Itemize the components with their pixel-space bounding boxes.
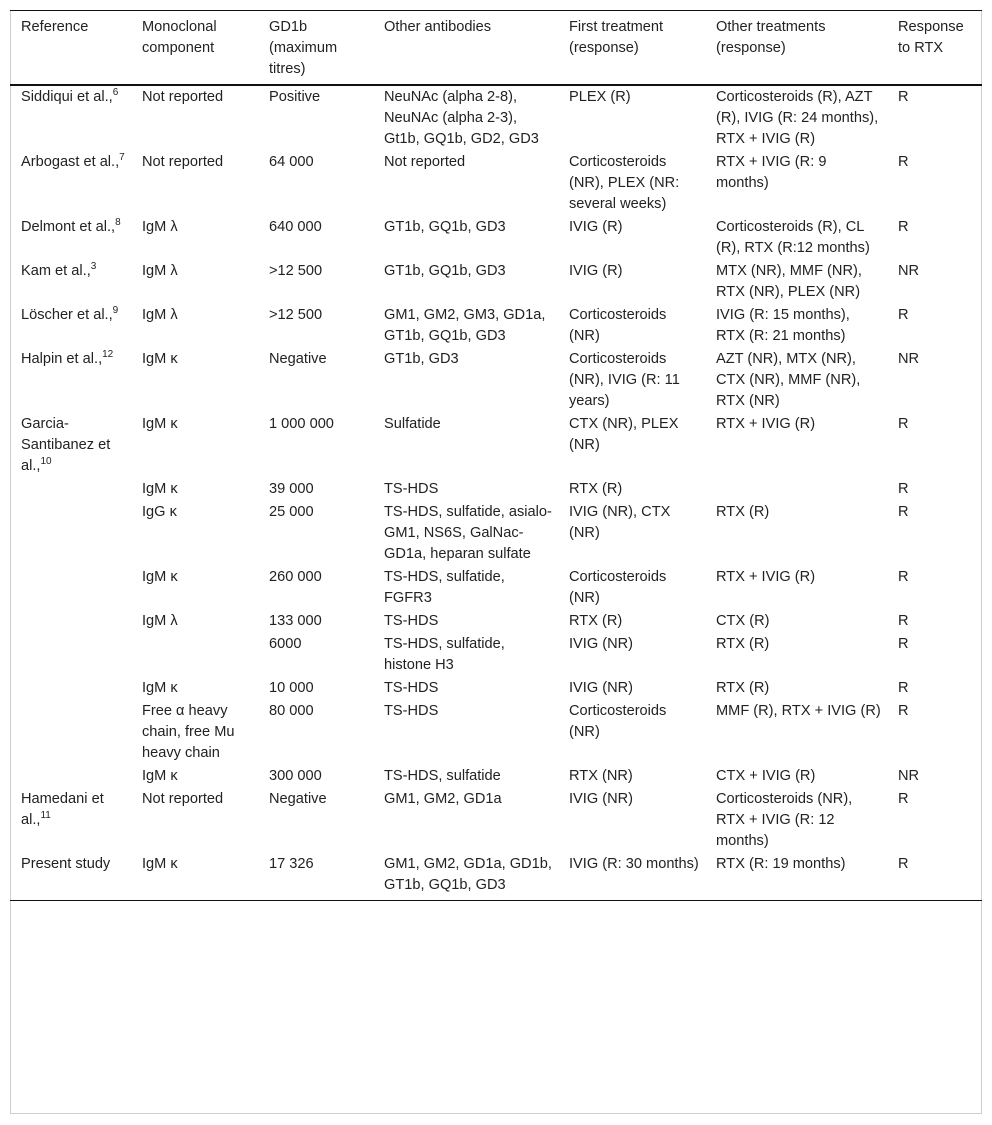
- cell-first-treatment: [558, 610, 705, 633]
- cell-gd1b-titre-text: 300 000: [269, 768, 322, 784]
- cell-other-antibodies-text: GM1, GM2, GD1a, GD1b, GT1b, GQ1b, GD3: [384, 856, 552, 893]
- cell-response-to-rtx-text: R: [898, 703, 909, 719]
- cell-other-treatments: [705, 216, 887, 260]
- cell-monoclonal-component-text: IgM κ: [142, 569, 178, 585]
- cell-reference: [10, 633, 131, 677]
- cell-gd1b-titre: [258, 700, 373, 765]
- cell-reference: [10, 216, 131, 260]
- cell-response-to-rtx: [887, 478, 982, 501]
- cell-reference: [10, 304, 131, 348]
- cell-response-to-rtx-text: R: [898, 307, 909, 323]
- cell-response-to-rtx-text: R: [898, 504, 909, 520]
- cell-response-to-rtx-text: R: [898, 481, 909, 497]
- cell-first-treatment-text: RTX (R): [569, 613, 623, 629]
- cell-monoclonal-component: [131, 304, 258, 348]
- cell-other-antibodies-text: TS-HDS, sulfatide, histone H3: [384, 636, 505, 673]
- cell-gd1b-titre: [258, 413, 373, 478]
- cell-monoclonal-component-text: Not reported: [142, 154, 224, 170]
- cell-response-to-rtx-text: R: [898, 89, 909, 105]
- cell-first-treatment-text: IVIG (R): [569, 219, 623, 235]
- cell-other-treatments: [705, 853, 887, 901]
- cell-monoclonal-component: [131, 677, 258, 700]
- cell-response-to-rtx: [887, 677, 982, 700]
- cell-response-to-rtx: [887, 788, 982, 853]
- cell-first-treatment: [558, 765, 705, 788]
- citation-number: 12: [102, 349, 114, 361]
- cell-monoclonal-component: [131, 566, 258, 610]
- cell-gd1b-titre: [258, 260, 373, 304]
- cell-first-treatment-text: IVIG (NR), CTX (NR): [569, 504, 671, 541]
- cell-monoclonal-component: [131, 610, 258, 633]
- cell-monoclonal-component-text: IgM κ: [142, 481, 178, 497]
- cell-first-treatment-text: Corticosteroids (NR): [569, 569, 667, 606]
- cell-gd1b-titre-text: 17 326: [269, 856, 314, 872]
- cell-response-to-rtx: [887, 216, 982, 260]
- header-reference: Reference: [10, 11, 131, 86]
- table-row: [10, 700, 982, 765]
- cell-response-to-rtx-text: NR: [898, 768, 920, 784]
- cell-response-to-rtx: [887, 413, 982, 478]
- cell-monoclonal-component: [131, 633, 258, 677]
- cell-other-antibodies-text: TS-HDS, sulfatide, asialo-GM1, NS6S, GalNac-GD1a, heparan sulfate: [384, 504, 552, 562]
- cell-other-treatments-text: RTX + IVIG (R): [716, 416, 816, 432]
- cell-other-treatments: [705, 700, 887, 765]
- cell-other-treatments-text: AZT (NR), MTX (NR), CTX (NR), MMF (NR), RTX (NR): [716, 351, 861, 409]
- cell-first-treatment-text: Corticosteroids (NR): [569, 307, 667, 344]
- cell-gd1b-titre: [258, 478, 373, 501]
- cell-other-antibodies: [373, 304, 558, 348]
- header-response-to-rtx: Response to RTX: [887, 11, 982, 86]
- cell-first-treatment: [558, 304, 705, 348]
- cell-reference: [10, 151, 131, 216]
- cell-response-to-rtx-text: R: [898, 154, 909, 170]
- cell-other-antibodies-text: Not reported: [384, 154, 466, 170]
- cell-monoclonal-component-text: Not reported: [142, 89, 224, 105]
- header-gd1b-titres: GD1b (maximum titres): [258, 11, 373, 86]
- cell-other-treatments: [705, 304, 887, 348]
- cell-other-treatments-text: MMF (R), RTX + IVIG (R): [716, 703, 881, 719]
- cell-monoclonal-component-text: IgG κ: [142, 504, 177, 520]
- table-row: [10, 348, 982, 413]
- cell-first-treatment-text: CTX (NR), PLEX (NR): [569, 416, 679, 453]
- cell-gd1b-titre: [258, 216, 373, 260]
- cell-other-antibodies-text: TS-HDS, sulfatide: [384, 768, 501, 784]
- cell-gd1b-titre-text: 1 000 000: [269, 416, 334, 432]
- cell-other-antibodies: [373, 853, 558, 901]
- cell-reference: [10, 501, 131, 566]
- table-row: [10, 413, 982, 478]
- cell-other-antibodies-text: TS-HDS: [384, 703, 439, 719]
- cell-response-to-rtx: [887, 853, 982, 901]
- cell-response-to-rtx: [887, 151, 982, 216]
- citation-number: 9: [112, 305, 119, 317]
- cell-first-treatment-text: PLEX (R): [569, 89, 631, 105]
- cell-gd1b-titre-text: 133 000: [269, 613, 322, 629]
- cell-reference-text: Siddiqui et al.,: [21, 89, 113, 105]
- cell-other-antibodies: [373, 501, 558, 566]
- cell-reference: [10, 700, 131, 765]
- cell-monoclonal-component: [131, 501, 258, 566]
- cell-response-to-rtx-text: R: [898, 636, 909, 652]
- cell-reference-text: Present study: [21, 856, 111, 872]
- cell-other-treatments: [705, 566, 887, 610]
- cell-first-treatment: [558, 566, 705, 610]
- cell-reference-text: Halpin et al.,: [21, 351, 103, 367]
- cell-response-to-rtx: [887, 765, 982, 788]
- cell-gd1b-titre-text: 25 000: [269, 504, 314, 520]
- cell-monoclonal-component: [131, 765, 258, 788]
- cell-other-treatments-text: MTX (NR), MMF (NR), RTX (NR), PLEX (NR): [716, 263, 862, 300]
- citation-number: 6: [112, 87, 119, 99]
- cell-other-treatments-text: RTX (R): [716, 636, 770, 652]
- cell-first-treatment: [558, 788, 705, 853]
- cell-reference: [10, 788, 131, 853]
- cell-monoclonal-component-text: IgM λ: [142, 613, 178, 629]
- cell-response-to-rtx-text: R: [898, 791, 909, 807]
- cell-response-to-rtx-text: R: [898, 219, 909, 235]
- cell-other-treatments-text: RTX + IVIG (R: 9 months): [716, 154, 827, 191]
- cell-reference: [10, 413, 131, 478]
- cell-other-antibodies: [373, 700, 558, 765]
- cell-first-treatment-text: IVIG (NR): [569, 680, 634, 696]
- cell-gd1b-titre-text: Positive: [269, 89, 321, 105]
- cell-other-antibodies: [373, 677, 558, 700]
- cell-gd1b-titre-text: 640 000: [269, 219, 322, 235]
- cell-gd1b-titre-text: 64 000: [269, 154, 314, 170]
- header-other-treatments: Other treatments (response): [705, 11, 887, 86]
- cell-first-treatment: [558, 501, 705, 566]
- cell-response-to-rtx: [887, 700, 982, 765]
- cell-other-antibodies-text: GT1b, GD3: [384, 351, 459, 367]
- treatment-table: [10, 10, 982, 901]
- cell-response-to-rtx-text: R: [898, 569, 909, 585]
- cell-first-treatment: [558, 151, 705, 216]
- cell-gd1b-titre: [258, 304, 373, 348]
- cell-monoclonal-component-text: IgM κ: [142, 856, 178, 872]
- cell-gd1b-titre: [258, 610, 373, 633]
- cell-monoclonal-component-text: Free α heavy chain, free Mu heavy chain: [142, 703, 235, 761]
- cell-monoclonal-component: [131, 788, 258, 853]
- header-first-treatment: First treatment (response): [558, 11, 705, 86]
- cell-response-to-rtx: [887, 501, 982, 566]
- cell-monoclonal-component-text: IgM κ: [142, 351, 178, 367]
- cell-response-to-rtx-text: R: [898, 613, 909, 629]
- cell-other-antibodies: [373, 413, 558, 478]
- cell-gd1b-titre-text: 39 000: [269, 481, 314, 497]
- cell-gd1b-titre: [258, 85, 373, 151]
- cell-other-treatments-text: Corticosteroids (NR), RTX + IVIG (R: 12 months): [716, 791, 853, 849]
- cell-first-treatment: [558, 413, 705, 478]
- cell-other-treatments: [705, 478, 887, 501]
- cell-other-treatments: [705, 413, 887, 478]
- citation-number: 8: [115, 217, 121, 229]
- cell-monoclonal-component: [131, 348, 258, 413]
- cell-first-treatment: [558, 677, 705, 700]
- cell-gd1b-titre-text: Negative: [269, 791, 327, 807]
- cell-gd1b-titre: [258, 853, 373, 901]
- cell-response-to-rtx-text: NR: [898, 263, 920, 279]
- cell-monoclonal-component: [131, 151, 258, 216]
- cell-other-antibodies-text: GM1, GM2, GD1a: [384, 791, 502, 807]
- table-row: [10, 765, 982, 788]
- table-row: [10, 677, 982, 700]
- cell-other-treatments-text: Corticosteroids (R), AZT (R), IVIG (R: 24 months), RTX + IVIG (R): [716, 89, 879, 147]
- cell-gd1b-titre: [258, 788, 373, 853]
- cell-other-antibodies: [373, 348, 558, 413]
- cell-reference: [10, 610, 131, 633]
- cell-monoclonal-component: [131, 413, 258, 478]
- cell-response-to-rtx-text: R: [898, 856, 909, 872]
- cell-other-antibodies: [373, 566, 558, 610]
- cell-other-treatments-text: IVIG (R: 15 months), RTX (R: 21 months): [716, 307, 850, 344]
- cell-response-to-rtx: [887, 304, 982, 348]
- cell-reference: [10, 85, 131, 151]
- cell-other-treatments: [705, 501, 887, 566]
- cell-other-antibodies-text: GM1, GM2, GM3, GD1a, GT1b, GQ1b, GD3: [384, 307, 546, 344]
- cell-gd1b-titre-text: >12 500: [269, 307, 323, 323]
- cell-reference-text: Kam et al.,: [21, 263, 91, 279]
- cell-reference: [10, 260, 131, 304]
- cell-other-antibodies-text: TS-HDS, sulfatide, FGFR3: [384, 569, 505, 606]
- cell-response-to-rtx: [887, 85, 982, 151]
- cell-gd1b-titre: [258, 348, 373, 413]
- cell-gd1b-titre-text: 80 000: [269, 703, 314, 719]
- table-row: [10, 566, 982, 610]
- cell-gd1b-titre-text: >12 500: [269, 263, 323, 279]
- cell-reference: [10, 765, 131, 788]
- cell-reference: [10, 566, 131, 610]
- cell-monoclonal-component: [131, 700, 258, 765]
- cell-monoclonal-component-text: IgM λ: [142, 263, 178, 279]
- table-row: [10, 633, 982, 677]
- table-row: [10, 260, 982, 304]
- cell-other-treatments: [705, 260, 887, 304]
- cell-response-to-rtx: [887, 610, 982, 633]
- table-row: [10, 304, 982, 348]
- cell-reference: [10, 348, 131, 413]
- cell-first-treatment-text: IVIG (NR): [569, 636, 634, 652]
- cell-first-treatment-text: RTX (R): [569, 481, 623, 497]
- cell-first-treatment-text: IVIG (R): [569, 263, 623, 279]
- cell-monoclonal-component: [131, 478, 258, 501]
- cell-gd1b-titre-text: 10 000: [269, 680, 314, 696]
- cell-other-antibodies-text: Sulfatide: [384, 416, 441, 432]
- cell-response-to-rtx: [887, 566, 982, 610]
- cell-monoclonal-component-text: IgM λ: [142, 219, 178, 235]
- cell-other-treatments-text: RTX (R): [716, 504, 770, 520]
- cell-other-antibodies: [373, 788, 558, 853]
- cell-reference-text: Delmont et al.,: [21, 219, 116, 235]
- cell-gd1b-titre: [258, 566, 373, 610]
- cell-monoclonal-component: [131, 216, 258, 260]
- cell-first-treatment: [558, 853, 705, 901]
- cell-response-to-rtx: [887, 260, 982, 304]
- cell-other-antibodies-text: NeuNAc (alpha 2-8), NeuNAc (alpha 2-3), Gt1b, GQ1b, GD2, GD3: [384, 89, 539, 147]
- cell-monoclonal-component-text: Not reported: [142, 791, 224, 807]
- cell-response-to-rtx-text: R: [898, 680, 909, 696]
- table-row: [10, 853, 982, 901]
- citation-number: 3: [90, 261, 97, 273]
- cell-monoclonal-component-text: IgM λ: [142, 307, 178, 323]
- cell-reference: [10, 853, 131, 901]
- cell-first-treatment-text: IVIG (R: 30 months): [569, 856, 699, 872]
- table-row: [10, 151, 982, 216]
- cell-other-antibodies-text: GT1b, GQ1b, GD3: [384, 263, 506, 279]
- table-row: [10, 216, 982, 260]
- citation-number: 11: [40, 810, 51, 822]
- table-row: [10, 788, 982, 853]
- cell-other-treatments: [705, 610, 887, 633]
- cell-other-antibodies: [373, 765, 558, 788]
- cell-other-antibodies: [373, 85, 558, 151]
- cell-gd1b-titre-text: 260 000: [269, 569, 322, 585]
- cell-monoclonal-component: [131, 85, 258, 151]
- cell-gd1b-titre: [258, 765, 373, 788]
- header-other-antibodies: Other antibodies: [373, 11, 558, 86]
- cell-monoclonal-component: [131, 260, 258, 304]
- table-row: [10, 478, 982, 501]
- cell-other-antibodies-text: GT1b, GQ1b, GD3: [384, 219, 506, 235]
- cell-monoclonal-component-text: IgM κ: [142, 680, 178, 696]
- table-row: [10, 610, 982, 633]
- cell-other-treatments-text: CTX + IVIG (R): [716, 768, 816, 784]
- cell-other-treatments-text: Corticosteroids (R), CL (R), RTX (R:12 months): [716, 219, 870, 256]
- cell-other-treatments: [705, 633, 887, 677]
- cell-gd1b-titre: [258, 633, 373, 677]
- cell-gd1b-titre: [258, 677, 373, 700]
- cell-other-treatments-text: RTX + IVIG (R): [716, 569, 816, 585]
- cell-reference: [10, 677, 131, 700]
- cell-monoclonal-component-text: IgM κ: [142, 768, 178, 784]
- cell-other-treatments-text: RTX (R: 19 months): [716, 856, 846, 872]
- cell-gd1b-titre-text: Negative: [269, 351, 327, 367]
- cell-other-antibodies: [373, 216, 558, 260]
- cell-gd1b-titre: [258, 501, 373, 566]
- cell-first-treatment: [558, 700, 705, 765]
- cell-other-treatments-text: RTX (R): [716, 680, 770, 696]
- cell-first-treatment: [558, 216, 705, 260]
- table-row: [10, 501, 982, 566]
- cell-reference-text: Garcia-Santibanez et al.,: [21, 416, 111, 474]
- cell-gd1b-titre-text: 6000: [269, 636, 302, 652]
- cell-other-treatments: [705, 677, 887, 700]
- cell-other-treatments: [705, 151, 887, 216]
- cell-response-to-rtx: [887, 348, 982, 413]
- cell-reference-text: Hamedani et al.,: [21, 791, 104, 828]
- cell-first-treatment: [558, 85, 705, 151]
- cell-response-to-rtx-text: NR: [898, 351, 920, 367]
- cell-other-treatments-text: CTX (R): [716, 613, 770, 629]
- cell-response-to-rtx-text: R: [898, 416, 909, 432]
- cell-other-treatments: [705, 85, 887, 151]
- cell-gd1b-titre: [258, 151, 373, 216]
- cell-other-antibodies-text: TS-HDS: [384, 481, 439, 497]
- cell-other-antibodies-text: TS-HDS: [384, 613, 439, 629]
- cell-first-treatment: [558, 633, 705, 677]
- cell-first-treatment: [558, 260, 705, 304]
- cell-first-treatment: [558, 478, 705, 501]
- cell-first-treatment-text: IVIG (NR): [569, 791, 634, 807]
- cell-other-antibodies: [373, 151, 558, 216]
- cell-other-treatments: [705, 765, 887, 788]
- cell-reference-text: Arbogast et al.,: [21, 154, 120, 170]
- cell-other-antibodies: [373, 260, 558, 304]
- header-row: [10, 11, 982, 86]
- table-row: [10, 85, 982, 151]
- cell-other-antibodies: [373, 478, 558, 501]
- header-monoclonal-component: Monoclonal component: [131, 11, 258, 86]
- cell-first-treatment-text: Corticosteroids (NR), PLEX (NR: several weeks): [569, 154, 680, 212]
- cell-other-antibodies: [373, 633, 558, 677]
- cell-reference-text: Löscher et al.,: [21, 307, 113, 323]
- cell-monoclonal-component: [131, 853, 258, 901]
- cell-first-treatment-text: RTX (NR): [569, 768, 633, 784]
- cell-first-treatment-text: Corticosteroids (NR): [569, 703, 667, 740]
- cell-other-antibodies-text: TS-HDS: [384, 680, 439, 696]
- cell-monoclonal-component-text: IgM κ: [142, 416, 178, 432]
- cell-other-treatments: [705, 788, 887, 853]
- cell-response-to-rtx: [887, 633, 982, 677]
- cell-other-antibodies: [373, 610, 558, 633]
- cell-reference: [10, 478, 131, 501]
- cell-first-treatment-text: Corticosteroids (NR), IVIG (R: 11 years): [569, 351, 680, 409]
- cell-other-treatments: [705, 348, 887, 413]
- citation-number: 7: [119, 152, 125, 164]
- citation-number: 10: [40, 456, 52, 468]
- cell-first-treatment: [558, 348, 705, 413]
